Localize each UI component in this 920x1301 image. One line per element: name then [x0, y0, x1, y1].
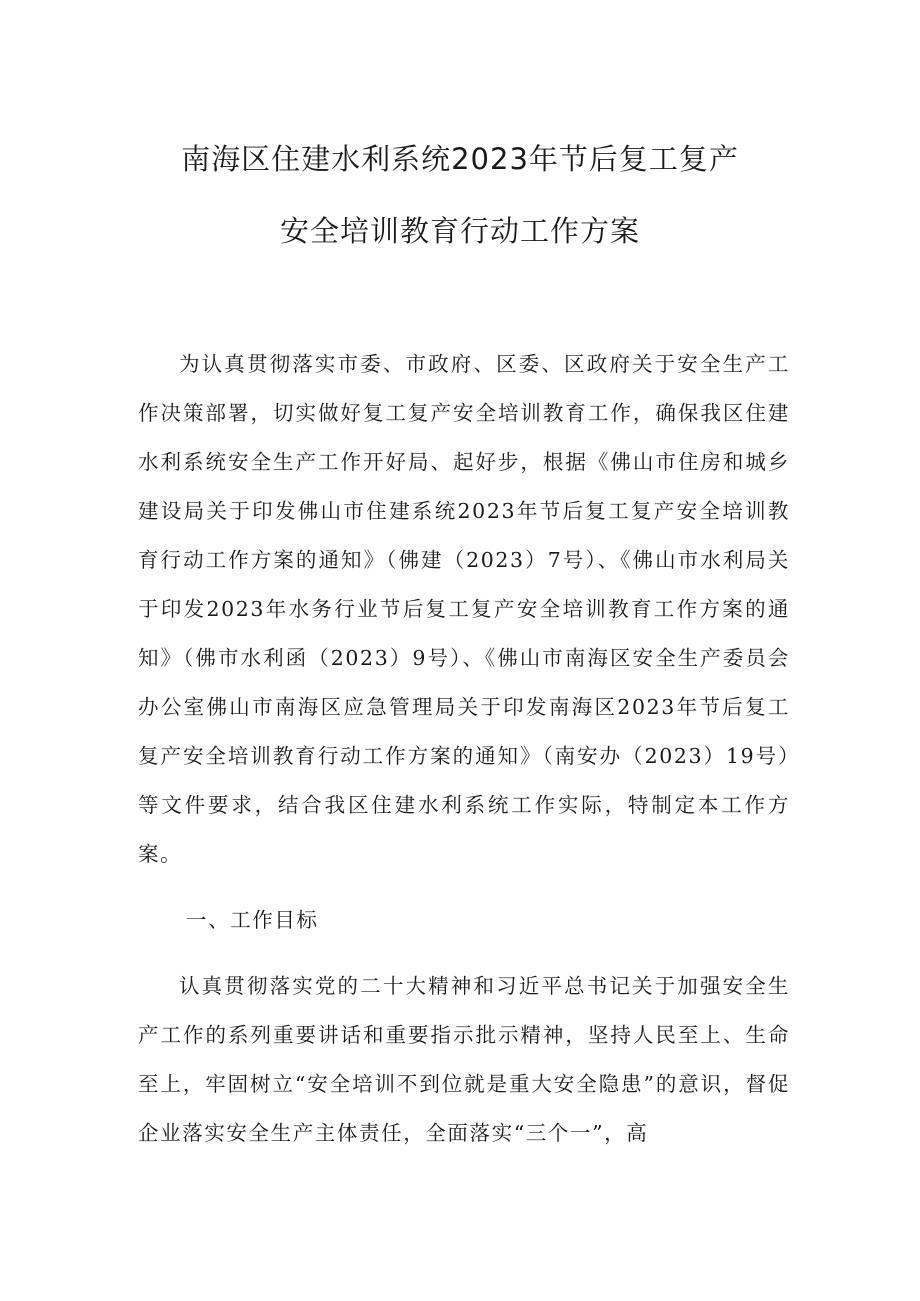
- section-heading-work-goals: 一、工作目标: [186, 908, 319, 932]
- document-title-line-2: 安全培训教育行动工作方案: [279, 214, 640, 248]
- work-goals-paragraph: 认真贯彻落实党的二十大精神和习近平总书记关于加强安全生产工作的系列重要讲话和重要指示批示精神，坚持人民至上、生命至上，牢固树立“安全培训不到位就是重大安全隐患”的意识，督促企业落实安全生产主体责任，全面落实“三个一”，高: [138, 974, 790, 1145]
- document-title-line-1: 南海区住建水利系统2023年节后复工复产: [181, 142, 739, 176]
- intro-paragraph: 为认真贯彻落实市委、市政府、区委、区政府关于安全生产工作决策部署，切实做好复工复产安全培训教育工作，确保我区住建水利系统安全生产工作开好局、起好步，根据《佛山市住房和城乡建设局关于印发佛山市住建系统2023年节后复工复产安全培训教育行动工作方案的通知》（佛建（2023）7号）、《佛山市水利局关于印发2023年水务行业节后复工复产安全培训教育工作方案的通知》（佛市水利函（2023）9号）、《佛山市南海区安全生产委员会办公室佛山市南海区应急管理局关于印发南海区2023年节后复工复产安全培训教育行动工作方案的通知》（南安办（2023）19号）等文件要求，结合我区住建水利系统工作实际，特制定本工作方案。: [138, 352, 790, 866]
